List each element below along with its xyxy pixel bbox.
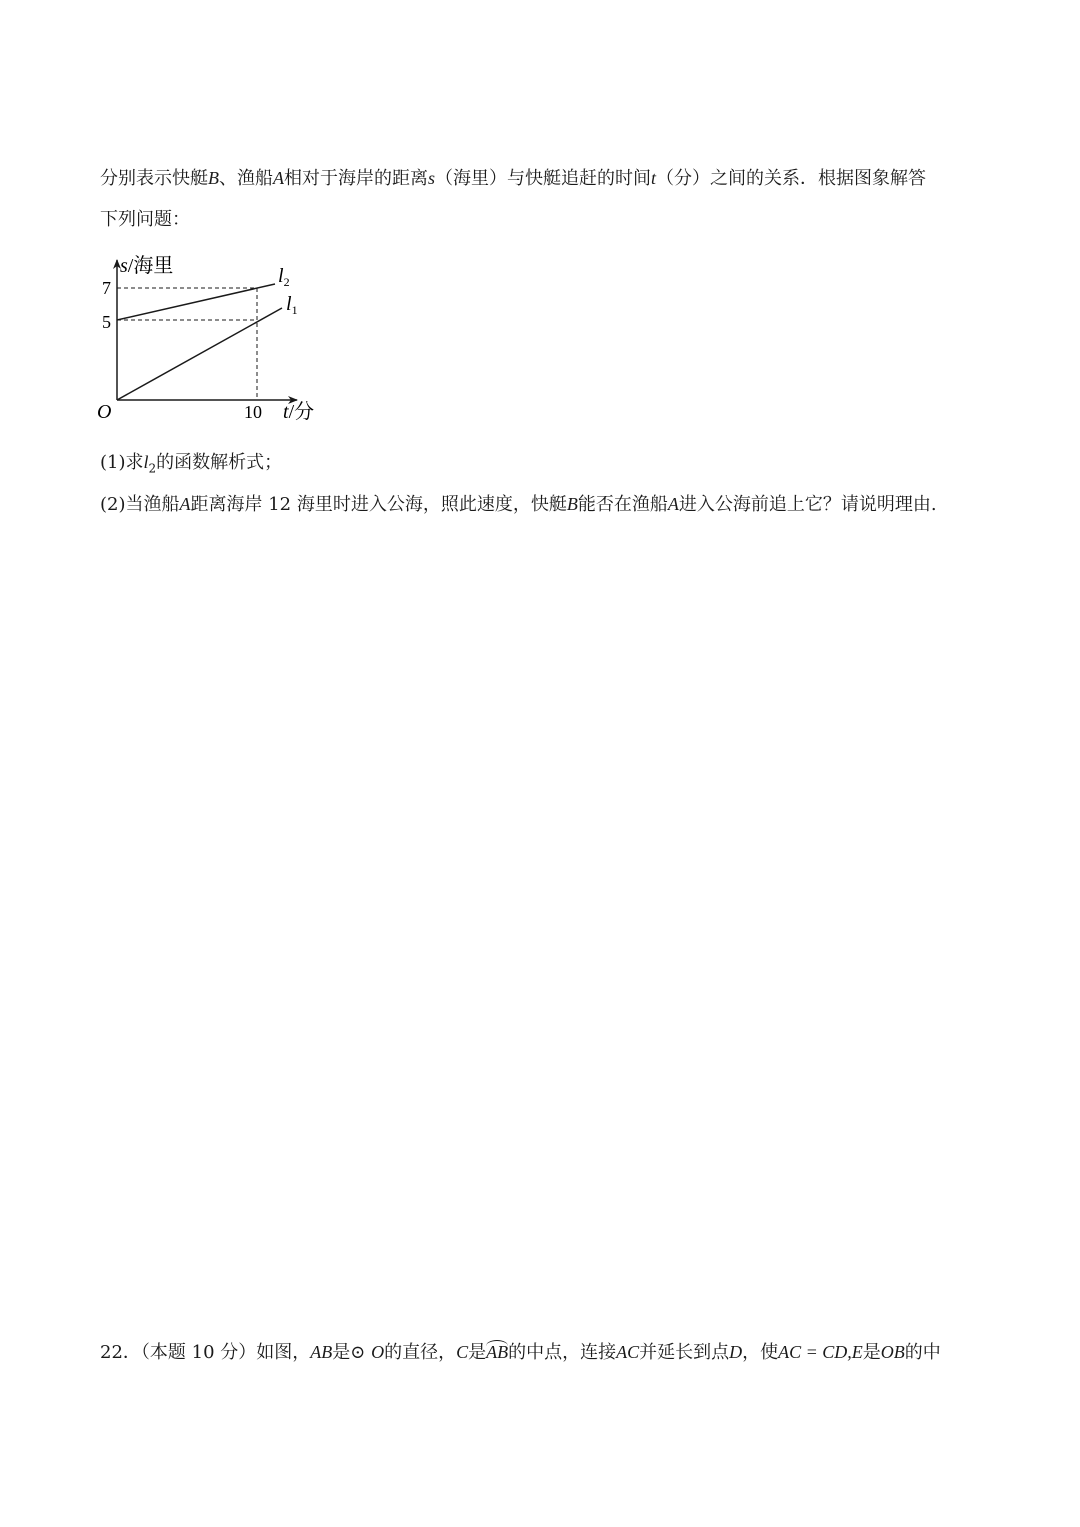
equation: AC = CD,E (778, 1342, 863, 1362)
problem-number: 22． (100, 1342, 141, 1363)
y-axis-label: s/海里 (120, 255, 174, 277)
text-segment: （海里）与快艇追赶的时间 (435, 168, 652, 189)
text-segment: 是 (332, 1342, 351, 1363)
text-segment: 的中 (904, 1342, 941, 1363)
text-segment: (1)求 (100, 452, 144, 473)
problem-intro-line-1 (100, 166, 926, 191)
var-AB: AB (310, 1342, 333, 1362)
text-segment: 并延长到点 (639, 1342, 730, 1363)
text-segment: 距离海岸 12 海里时进入公海，照此速度，快艇 (190, 494, 567, 515)
origin-label: O (97, 401, 112, 423)
question-1 (100, 450, 282, 481)
text-segment: 是 (862, 1342, 881, 1363)
text-segment: 相对于海岸的距离 (284, 168, 428, 189)
var-OB: OB (880, 1342, 905, 1362)
text-segment: 、渔船 (219, 168, 273, 189)
subscript: 2 (148, 461, 157, 476)
var-A: A (273, 168, 284, 188)
text-segment: （分）之间的关系．根据图象解答 (656, 168, 927, 189)
text-segment: 的中点，连接 (508, 1342, 617, 1363)
var-B: B (566, 494, 578, 514)
text-segment: 下列问题： (100, 209, 190, 230)
var-s: s (428, 168, 436, 188)
text-segment: 的直径， (384, 1342, 457, 1363)
line-l2 (117, 284, 275, 320)
text-segment: （本题 10 分）如图， (140, 1342, 311, 1363)
var-l: l (143, 452, 149, 472)
var-D: D (729, 1342, 743, 1362)
x-axis-label: t/分 (283, 401, 315, 423)
l1-label: $l_1$ (286, 293, 298, 317)
problem-22-line (100, 1340, 941, 1365)
y-tick-5: 5 (102, 312, 111, 332)
problem-intro-line-2 (100, 208, 190, 232)
text-segment: 能否在渔船 (577, 494, 668, 515)
text-segment: 是 (468, 1342, 487, 1363)
arc-AB: AB (486, 1342, 509, 1362)
x-tick-10: 10 (244, 402, 262, 422)
var-A: A (667, 494, 679, 514)
text-segment: 分别表示快艇 (100, 168, 208, 189)
distance-time-graph (92, 250, 342, 430)
question-2 (100, 492, 937, 517)
text-segment: 的函数解析式； (156, 452, 283, 473)
y-tick-7: 7 (102, 278, 111, 298)
text-segment: (2)当渔船 (100, 494, 180, 515)
var-A: A (179, 494, 191, 514)
text-segment: ，使 (742, 1342, 779, 1363)
l2-label: $l_2$ (278, 265, 290, 289)
var-AC: AC (616, 1342, 640, 1362)
var-B: B (208, 168, 219, 188)
var-C: C (456, 1342, 469, 1362)
text-segment: 进入公海前追上它？请说明理由. (678, 494, 937, 515)
var-t: t (651, 168, 657, 188)
var-O: O (371, 1342, 385, 1362)
circle-symbol: ⊙ (350, 1342, 366, 1363)
